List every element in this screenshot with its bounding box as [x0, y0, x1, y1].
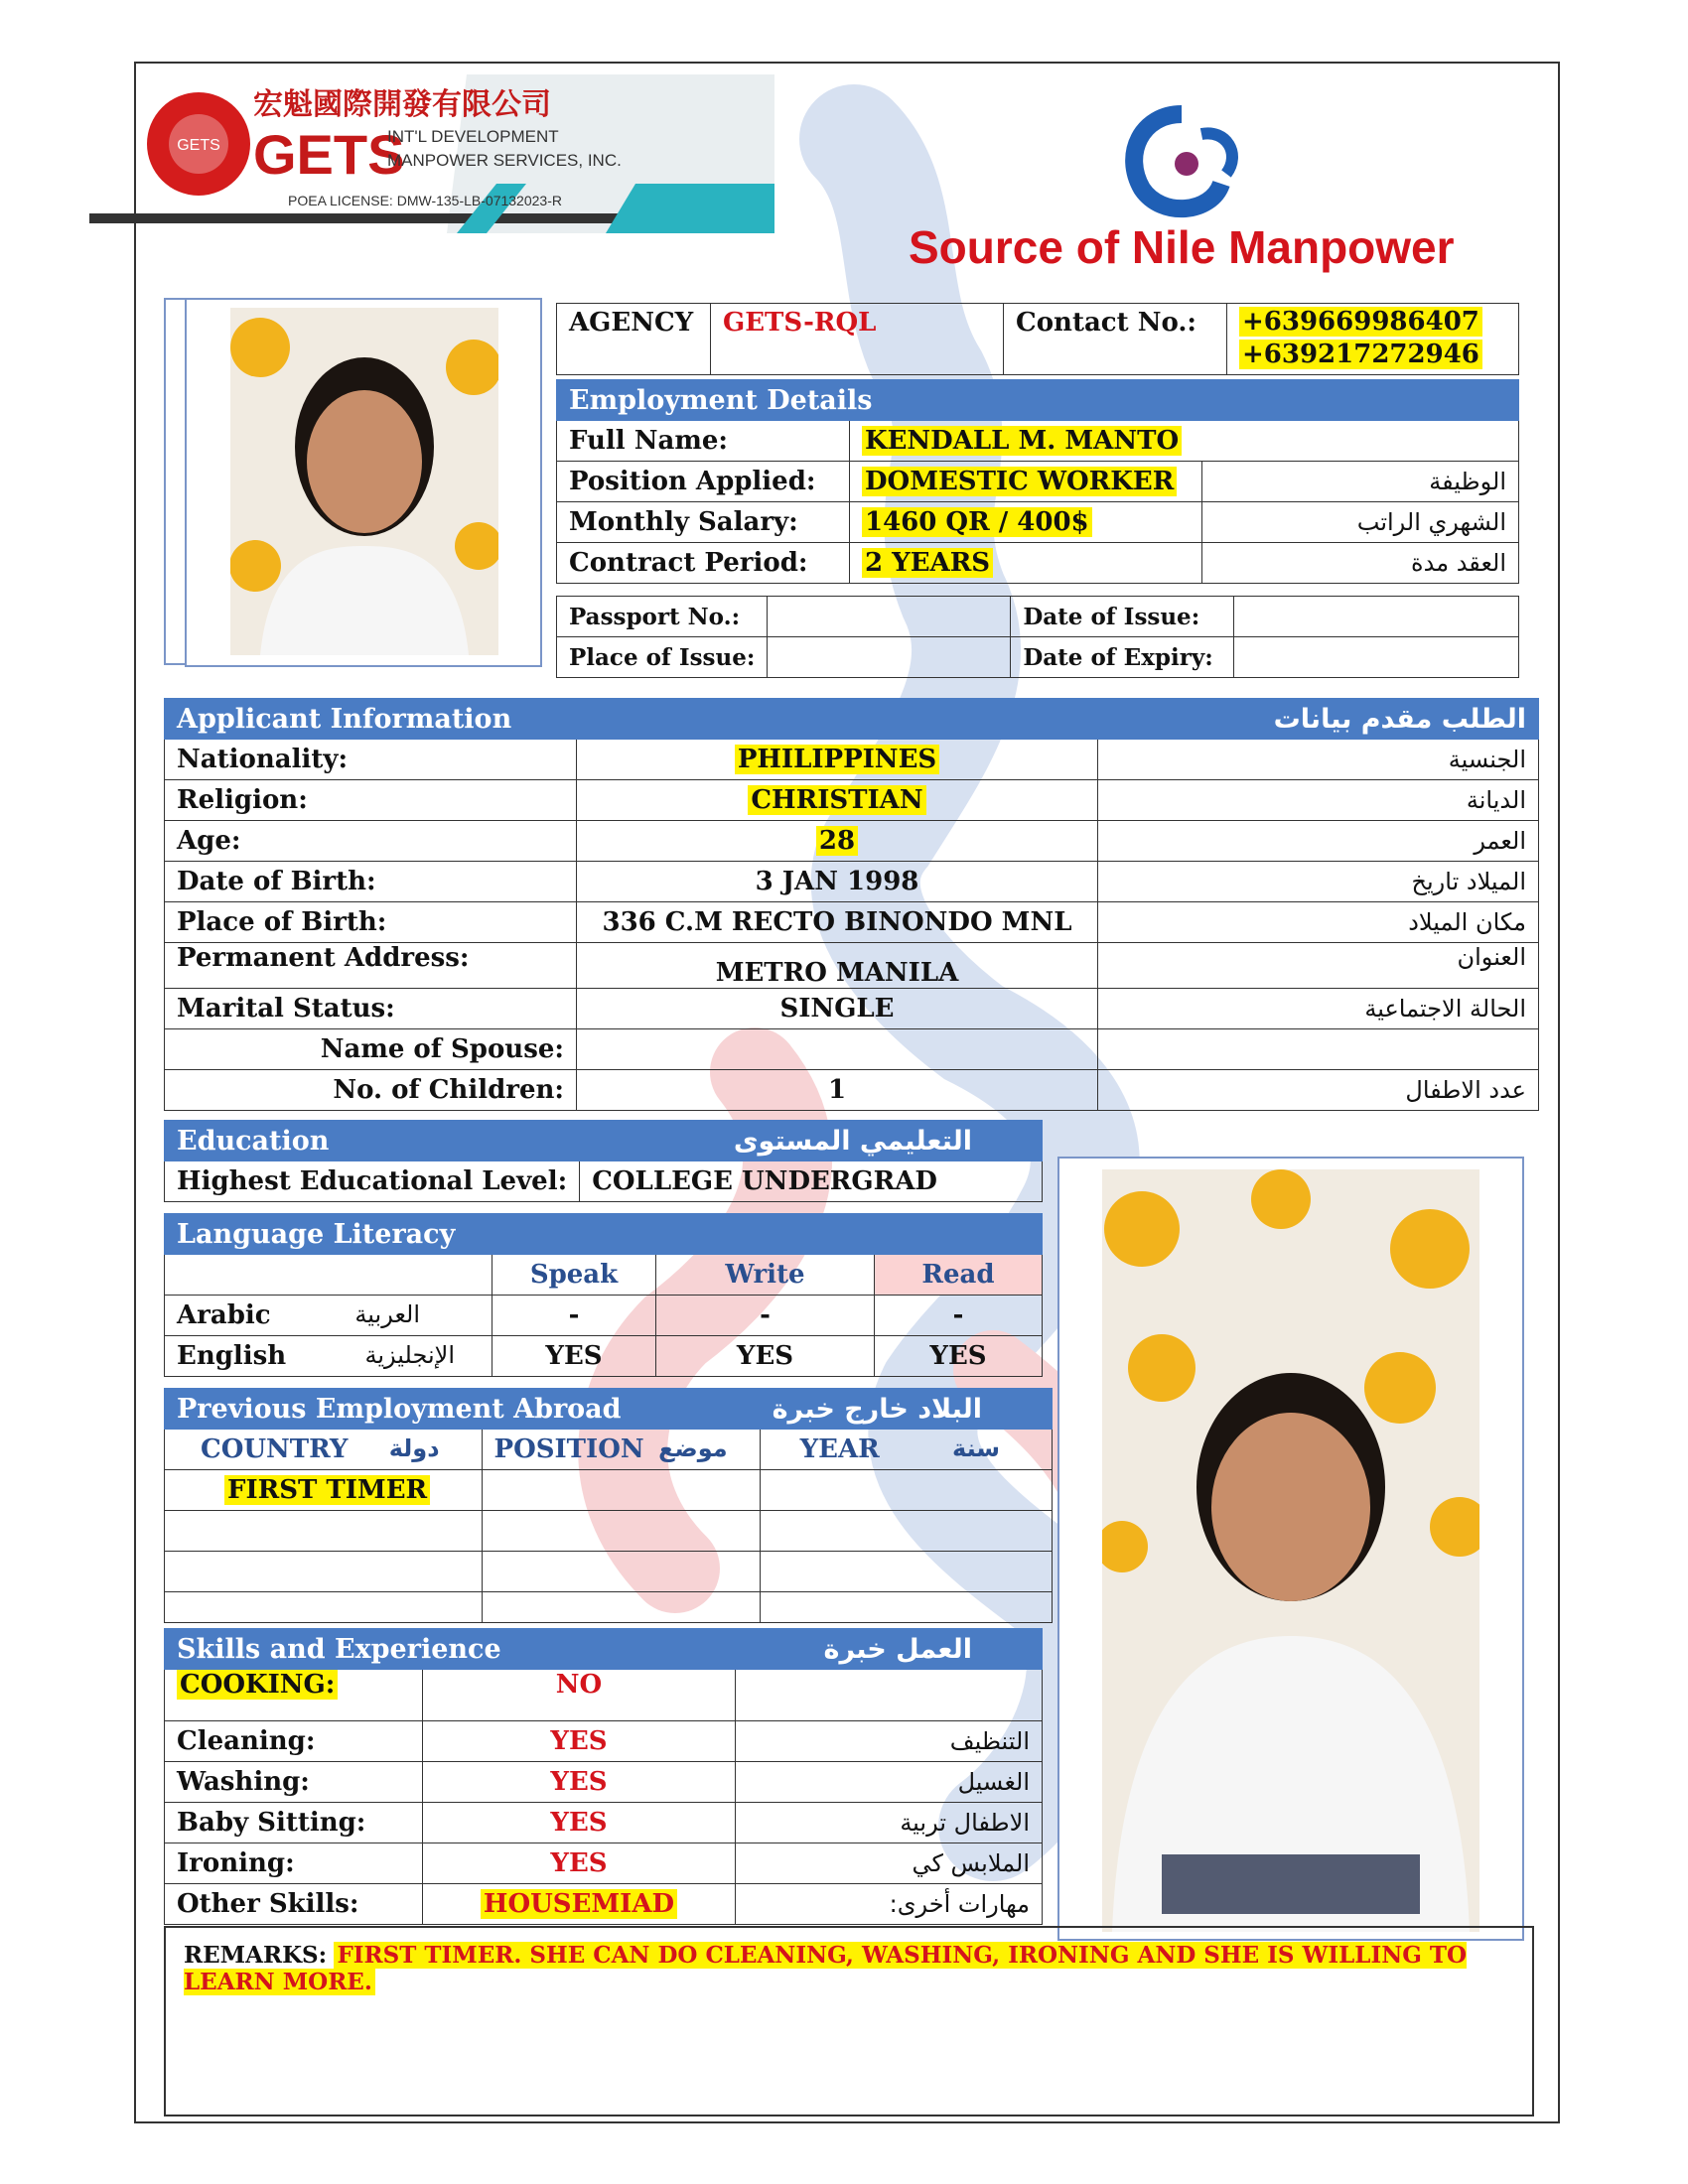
full-name-label: Full Name:: [557, 421, 850, 462]
skill-ar: الملابس كي: [736, 1843, 1043, 1884]
language-title: Language Literacy: [165, 1214, 1043, 1255]
applicant-ar: العمر: [1098, 821, 1539, 862]
skill-value: YES: [423, 1843, 736, 1884]
expiry-value: [1234, 637, 1519, 678]
contact-2: +639217272946: [1239, 340, 1482, 369]
issue-date-label: Date of Issue:: [1011, 597, 1234, 637]
gets-sub1: INT'L DEVELOPMENT: [387, 127, 559, 146]
language-name: English: [177, 1341, 287, 1371]
applicant-title: Applicant Information: [165, 699, 1098, 740]
position-value: [850, 462, 1202, 502]
passport-label: Passport No.:: [557, 597, 768, 637]
empty-cell: [165, 1552, 483, 1592]
table-row: [165, 1070, 1539, 1111]
skill-ar: الاطفال تربية: [736, 1803, 1043, 1843]
table-row: [165, 1592, 1053, 1623]
gets-name: GETS: [253, 123, 405, 186]
children-ar: عدد الاطفال: [1098, 1070, 1539, 1111]
skill-value: YES: [423, 1721, 736, 1762]
remarks-label: REMARKS:: [184, 1942, 328, 1969]
applicant-label: Nationality:: [165, 740, 577, 780]
agency-value: GETS-RQL: [711, 304, 1004, 375]
employment-title: Employment Details: [557, 380, 1519, 421]
applicant-ar: مكان الميلاد: [1098, 902, 1539, 943]
passport-table: [556, 596, 1519, 678]
year-ar: سنة: [952, 1434, 1000, 1462]
table-row: [165, 740, 1539, 780]
table-row: [165, 1296, 1043, 1336]
contract-label: Contract Period:: [557, 543, 850, 584]
skill-label: COOKING:: [177, 1670, 338, 1700]
contact-values: [1227, 304, 1519, 375]
year-label: YEAR: [799, 1434, 880, 1464]
skill-ar: التنظيف: [736, 1721, 1043, 1762]
skills-title-ar: العمل خبرة: [736, 1629, 1043, 1670]
spouse-value: [577, 1029, 1098, 1070]
read-header: Read: [875, 1255, 1043, 1296]
issue-date-value: [1234, 597, 1519, 637]
speak-header: Speak: [492, 1255, 656, 1296]
contact-label: Contact No.:: [1004, 304, 1227, 375]
table-row: [165, 1843, 1043, 1884]
nile-logo: [884, 94, 1499, 293]
applicant-value: 336 C.M RECTO BINONDO MNL: [577, 902, 1098, 943]
language-name-ar: الإنجليزية: [364, 1341, 455, 1369]
skill-label: Washing:: [165, 1762, 423, 1803]
table-row: [165, 780, 1539, 821]
applicant-ar: الديانة: [1098, 780, 1539, 821]
applicant-photo-bottom: [1102, 1169, 1479, 1932]
skill-ar: مهارات أخرى:: [736, 1884, 1043, 1925]
applicant-photo-top: [230, 308, 498, 655]
applicant-table: [164, 698, 1539, 1111]
salary-label: Monthly Salary:: [557, 502, 850, 543]
spouse-label: Name of Spouse:: [165, 1029, 577, 1070]
full-name: KENDALL M. MANTO: [862, 426, 1182, 456]
year-header: [760, 1430, 1052, 1470]
contract: 2 YEARS: [862, 548, 993, 578]
applicant-ar: الميلاد تاريخ: [1098, 862, 1539, 902]
gets-logo: [89, 74, 774, 243]
first-row-cell: [165, 1470, 483, 1511]
country-header: [165, 1430, 483, 1470]
children-label: No. of Children:: [165, 1070, 577, 1111]
position-label: POSITION: [493, 1434, 644, 1464]
skill-value: HOUSEMIAD: [481, 1889, 677, 1919]
passport-value: [768, 597, 1011, 637]
speak-value: YES: [492, 1336, 656, 1377]
speak-value: -: [492, 1296, 656, 1336]
contract-ar: العقد مدة: [1202, 543, 1519, 584]
table-row: [165, 1884, 1043, 1925]
empty-cell: [482, 1511, 760, 1552]
place-issue-label: Place of Issue:: [557, 637, 768, 678]
read-value: YES: [875, 1336, 1043, 1377]
skill-value: NO: [423, 1670, 736, 1721]
skill-label-cell: [165, 1670, 423, 1721]
education-title-ar: التعليمي المستوى: [580, 1121, 1043, 1161]
position: DOMESTIC WORKER: [862, 467, 1177, 496]
full-name-value: [850, 421, 1519, 462]
applicant-label: Marital Status:: [165, 989, 577, 1029]
applicant-label: Place of Birth:: [165, 902, 577, 943]
applicant-value: METRO MANILA: [577, 943, 1098, 989]
first-timer: FIRST TIMER: [224, 1475, 430, 1505]
language-name-ar: العربية: [354, 1300, 420, 1328]
table-row: [165, 902, 1539, 943]
empty-cell: [760, 1592, 1052, 1623]
agency-label: AGENCY: [557, 304, 711, 375]
previous-title-ar: البلاد خارج خبرة: [760, 1389, 1052, 1430]
table-row: [165, 1721, 1043, 1762]
previous-table: [164, 1388, 1053, 1623]
table-row: [165, 862, 1539, 902]
skill-value-cell: [423, 1884, 736, 1925]
education-table: [164, 1120, 1043, 1202]
table-row: [165, 1670, 1043, 1721]
empty-cell: [760, 1552, 1052, 1592]
position-header: [482, 1430, 760, 1470]
position-ar: موضع: [658, 1434, 728, 1462]
table-row: [165, 1470, 1053, 1511]
applicant-title-ar: الطلب مقدم بيانات: [1098, 699, 1539, 740]
write-header: Write: [656, 1255, 875, 1296]
table-row: [165, 1029, 1539, 1070]
spouse-ar: [1098, 1029, 1539, 1070]
nile-name: Source of Nile Manpower: [909, 221, 1455, 273]
table-row: [165, 1803, 1043, 1843]
gets-license: POEA LICENSE: DMW-135-LB-07132023-R: [288, 193, 562, 208]
applicant-value: SINGLE: [577, 989, 1098, 1029]
read-value: -: [875, 1296, 1043, 1336]
skill-ar: الغسيل: [736, 1762, 1043, 1803]
contact-1: +639669986407: [1239, 307, 1482, 337]
applicant-ar: الحالة الاجتماعية: [1098, 989, 1539, 1029]
country-ar: دولة: [388, 1434, 440, 1462]
education-level: COLLEGE UNDERGRAD: [580, 1161, 1043, 1202]
skill-value: YES: [423, 1762, 736, 1803]
write-value: YES: [656, 1336, 875, 1377]
language-name-cell: [165, 1336, 492, 1377]
children-value: 1: [577, 1070, 1098, 1111]
applicant-value-cell: [577, 821, 1098, 862]
applicant-value-cell: [577, 780, 1098, 821]
table-row: [165, 989, 1539, 1029]
previous-title: Previous Employment Abroad: [165, 1389, 761, 1430]
salary-ar: الشهري الراتب: [1202, 502, 1519, 543]
skill-label: Other Skills:: [165, 1884, 423, 1925]
empty-cell: [165, 1511, 483, 1552]
skills-table: [164, 1628, 1043, 1925]
education-level-label: Highest Educational Level:: [165, 1161, 580, 1202]
applicant-value: PHILIPPINES: [735, 745, 939, 774]
applicant-ar: الجنسية: [1098, 740, 1539, 780]
applicant-value: 3 JAN 1998: [577, 862, 1098, 902]
agency-table: [556, 303, 1519, 375]
applicant-label: Date of Birth:: [165, 862, 577, 902]
applicant-label: Permanent Address:: [165, 943, 577, 989]
empty-cell: [760, 1470, 1052, 1511]
contract-value: [850, 543, 1202, 584]
country-label: COUNTRY: [201, 1434, 349, 1464]
skill-label: Cleaning:: [165, 1721, 423, 1762]
place-issue-value: [768, 637, 1011, 678]
language-name: Arabic: [177, 1300, 271, 1330]
empty-cell: [482, 1552, 760, 1592]
language-table: [164, 1213, 1043, 1377]
applicant-value: CHRISTIAN: [748, 785, 925, 815]
applicant-value: 28: [816, 826, 858, 856]
education-title: Education: [165, 1121, 580, 1161]
position-ar: الوظيفة: [1202, 462, 1519, 502]
salary-value: [850, 502, 1202, 543]
table-row: [165, 821, 1539, 862]
applicant-ar: العنوان: [1098, 943, 1539, 989]
skills-title: Skills and Experience: [165, 1629, 736, 1670]
applicant-label: Religion:: [165, 780, 577, 821]
remarks-text: FIRST TIMER. SHE CAN DO CLEANING, WASHING, IRONING AND SHE IS WILLING TO LEARN MORE.: [184, 1942, 1468, 1995]
empty-cell: [482, 1470, 760, 1511]
remarks-box: [164, 1926, 1534, 2116]
applicant-value-cell: [577, 740, 1098, 780]
skill-value: YES: [423, 1803, 736, 1843]
skill-label: Ironing:: [165, 1843, 423, 1884]
skill-label: Baby Sitting:: [165, 1803, 423, 1843]
table-row: [165, 1762, 1043, 1803]
language-name-cell: [165, 1296, 492, 1336]
position-label: Position Applied:: [557, 462, 850, 502]
skill-ar: [736, 1670, 1043, 1721]
table-row: [165, 1336, 1043, 1377]
table-row: [165, 1511, 1053, 1552]
gets-chinese-name: 宏魁國際開發有限公司: [253, 87, 551, 122]
write-value: -: [656, 1296, 875, 1336]
employment-table: [556, 379, 1519, 584]
empty-cell: [165, 1592, 483, 1623]
applicant-label: Age:: [165, 821, 577, 862]
empty-cell: [760, 1511, 1052, 1552]
empty-cell: [482, 1592, 760, 1623]
table-row: [165, 1552, 1053, 1592]
table-row: [165, 943, 1539, 989]
salary: 1460 QR / 400$: [862, 507, 1092, 537]
language-blank: [165, 1255, 492, 1296]
gets-sub2: MANPOWER SERVICES, INC.: [387, 151, 622, 170]
expiry-label: Date of Expiry:: [1011, 637, 1234, 678]
gets-seal-text: GETS: [177, 137, 220, 154]
